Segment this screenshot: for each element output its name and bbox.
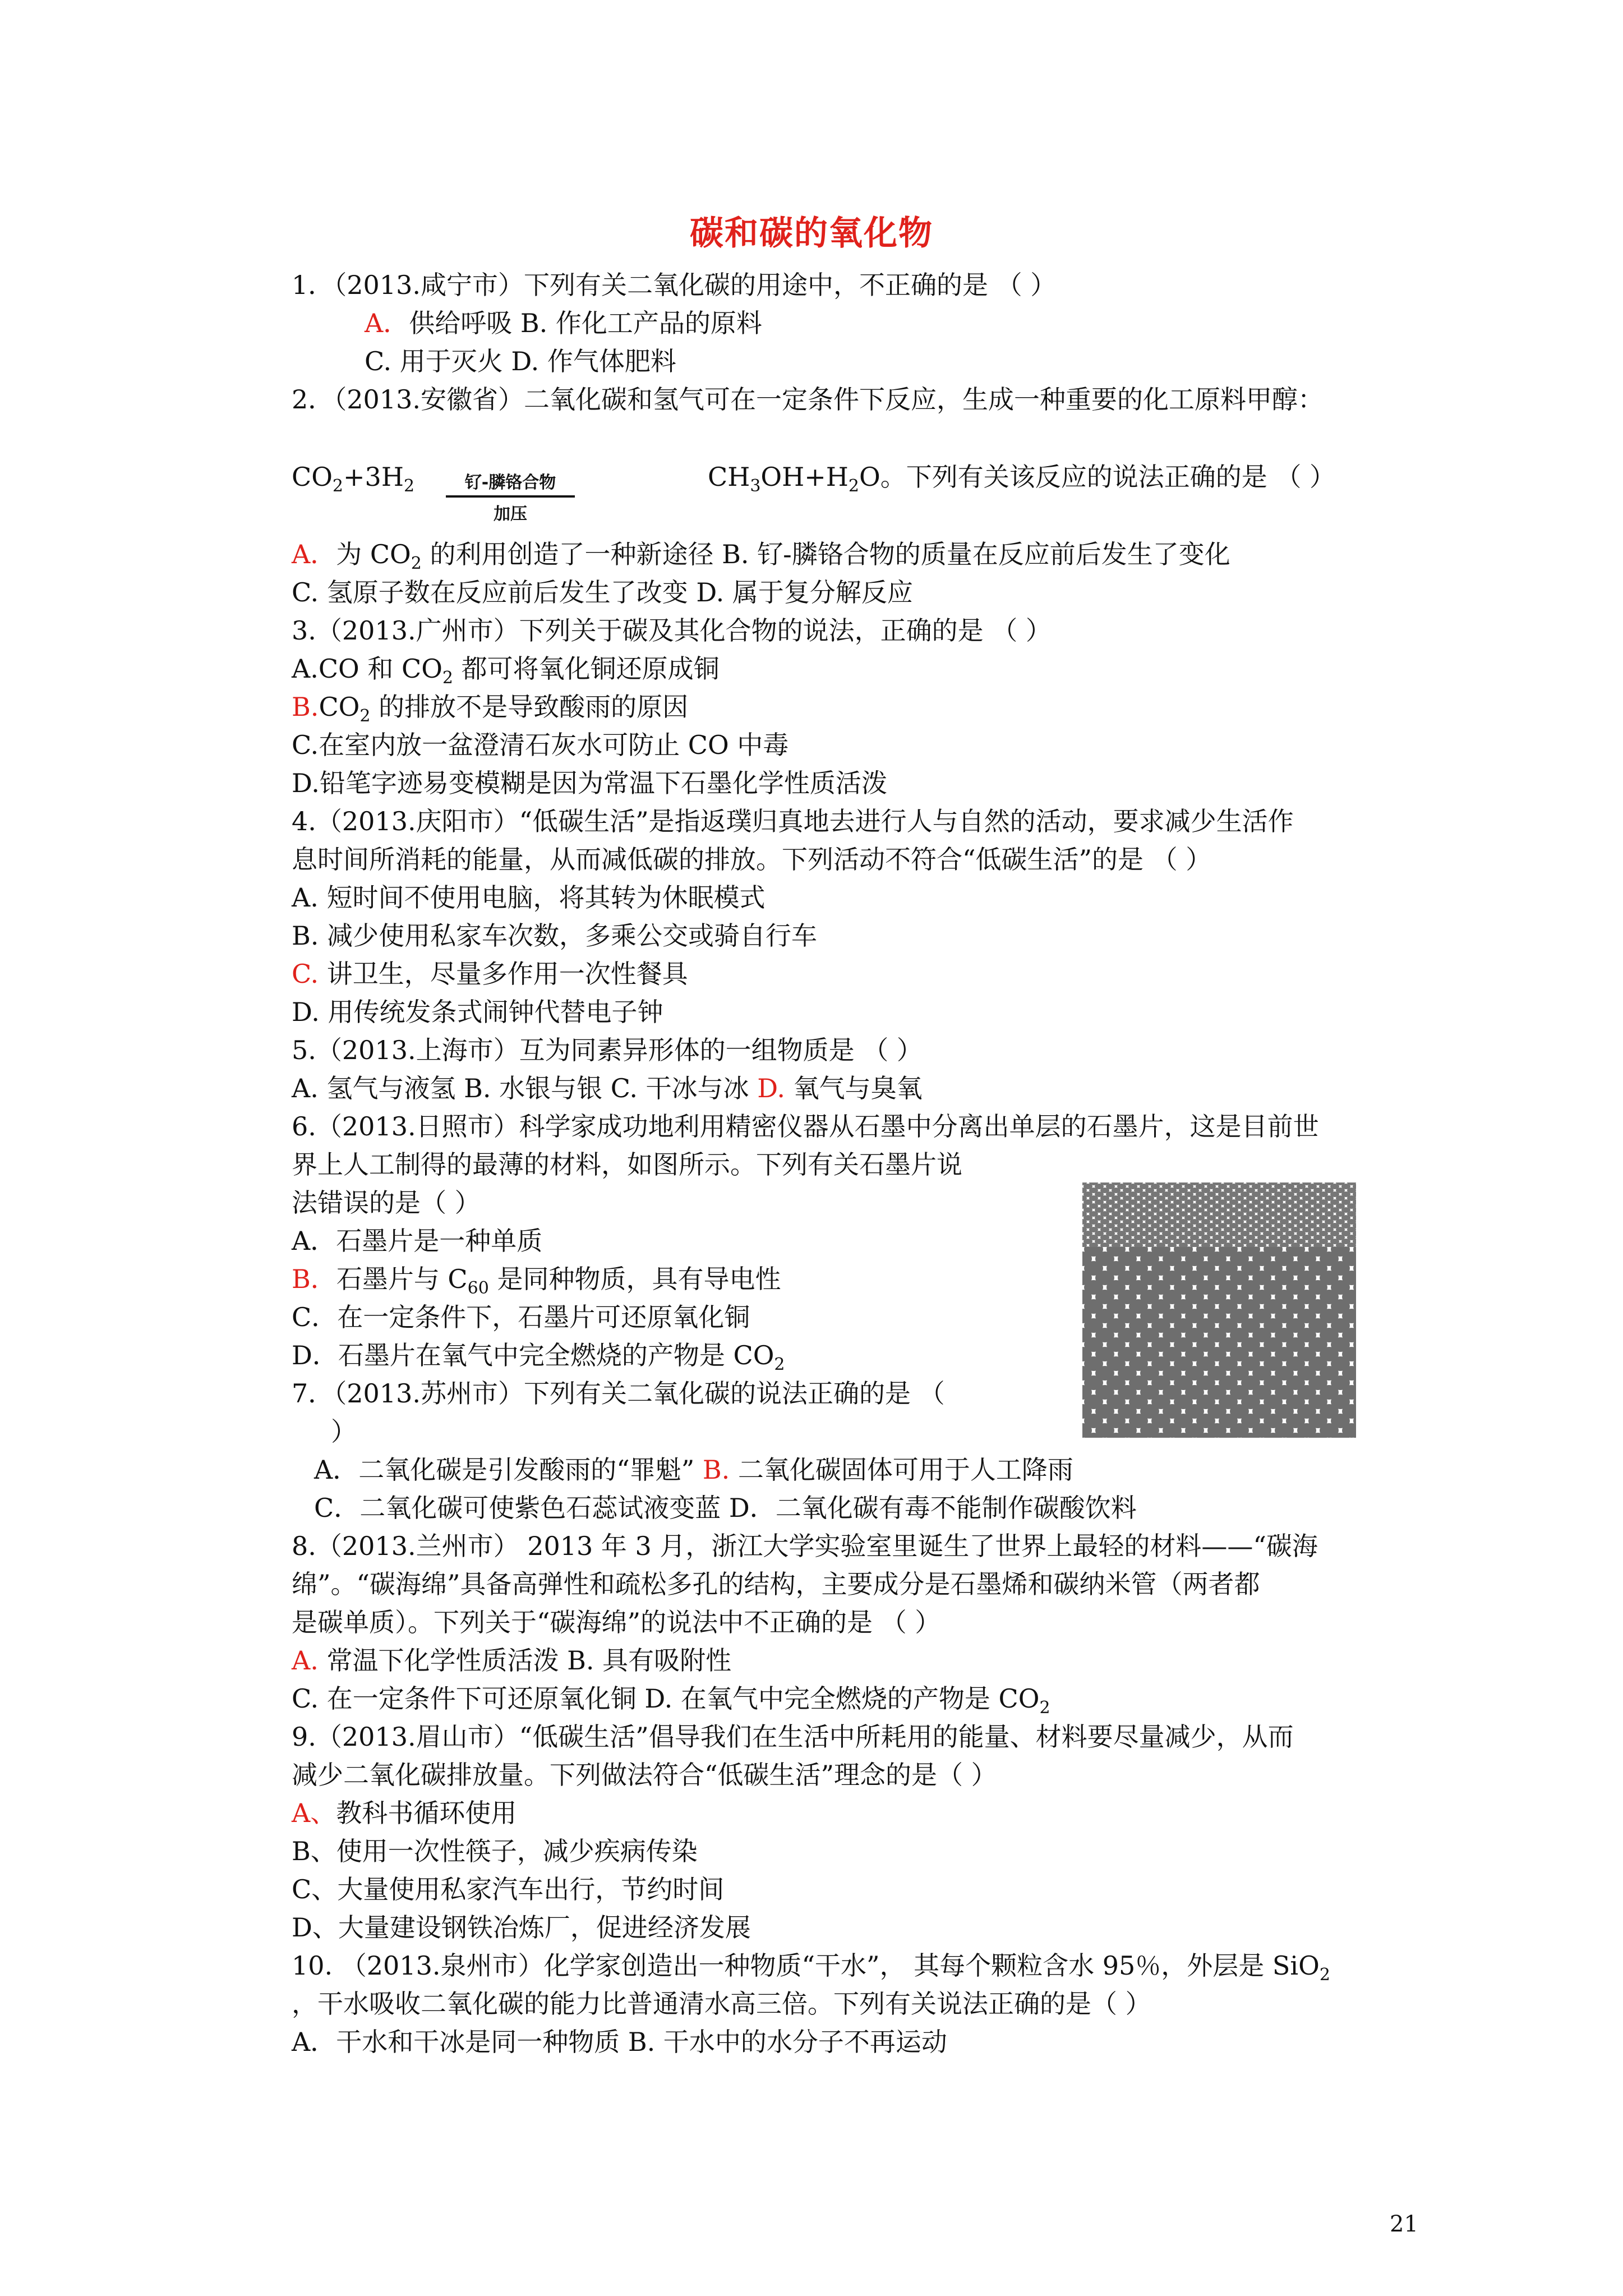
text-segment: A. 短时间不使用电脑，将其转为休眠模式: [292, 882, 766, 913]
text-segment: D．石墨片在氧气中完全燃烧的产物是 CO: [292, 1340, 774, 1370]
text-segment: 的排放不是导致酸雨的原因: [370, 692, 689, 722]
text-segment: 3.（2013.广州市）下列关于碳及其化合物的说法，正确的是 （ ）: [292, 615, 1052, 646]
text-segment: 供给呼吸 B. 作化工产品的原料: [409, 308, 762, 338]
answer-marker: A．: [365, 308, 409, 338]
text-line: [292, 1110, 1319, 1143]
text-line: [292, 995, 663, 1029]
answer-marker: A．: [292, 539, 336, 569]
text-segment: C. 在一定条件下可还原氧化铜 D. 在氧气中完全燃烧的产物是 CO: [292, 1683, 1040, 1714]
text-line: [292, 728, 789, 762]
text-segment: 7．（2013.苏州市）下列有关二氧化碳的说法正确的是 （: [292, 1378, 945, 1409]
text-line: [292, 843, 1211, 876]
text-line: [292, 919, 817, 953]
page-title: 碳和碳的氧化物: [690, 214, 933, 253]
text-line: [292, 652, 720, 695]
text-line: [292, 1605, 940, 1639]
text-line: [292, 1911, 751, 1944]
text-segment: 2: [1039, 1698, 1050, 1718]
answer-marker: D.: [757, 1073, 786, 1103]
text-segment: C．在一定条件下，石墨片可还原氧化铜: [292, 1302, 750, 1332]
text-segment: 8.（2013.兰州市） 2013 年 3 月，浙江大学实验室里诞生了世界上最轻的材料——“碳海: [292, 1531, 1318, 1561]
text-line: [292, 460, 414, 503]
text-segment: 的利用创造了一种新途径 B. 钌-膦铬合物的质量在反应前后发生了变化: [421, 539, 1230, 569]
text-line: [314, 1453, 1073, 1487]
text-line: [292, 1567, 1260, 1601]
text-line: [292, 1758, 997, 1792]
text-segment: A．二氧化碳是引发酸雨的“罪魁”: [314, 1455, 703, 1485]
text-segment: 2: [1319, 1965, 1330, 1985]
text-segment: 2: [359, 706, 371, 726]
text-line: [292, 804, 1294, 838]
text-line: [292, 1987, 1151, 2021]
text-line: [292, 1682, 1050, 1725]
text-line: [292, 537, 1230, 581]
text-segment: C. 氢原子数在反应前后发生了改变 D. 属于复分解反应: [292, 577, 913, 608]
text-line: [292, 1872, 724, 1906]
answer-marker: B.: [292, 692, 319, 722]
text-segment: 氧气与臭氧: [785, 1073, 923, 1103]
text-line: [292, 1529, 1318, 1563]
text-segment: 9.（2013.眉山市）“低碳生活”倡导我们在生活中所耗用的能量、材料要尽量减少，从而: [292, 1722, 1294, 1752]
answer-marker: A、: [292, 1798, 336, 1828]
text-segment: O。下列有关该反应的说法正确的是 （ ）: [859, 462, 1335, 492]
text-segment: ）: [331, 1416, 357, 1447]
page-number: 21: [1390, 2211, 1418, 2237]
text-segment: 3: [750, 476, 761, 496]
text-line: [292, 1949, 1330, 1992]
pressure-label: 加压: [494, 504, 527, 524]
text-segment: CO: [319, 692, 360, 722]
text-segment: 2．（2013.安徽省）二氧化碳和氢气可在一定条件下反应，生成一种重要的化工原料甲醇：: [292, 384, 1324, 415]
text-segment: C．二氧化碳可使紫色石蕊试液变蓝 D．二氧化碳有毒不能制作碳酸饮料: [314, 1493, 1137, 1523]
text-segment: 2: [442, 668, 453, 688]
answer-marker: A.: [292, 1645, 319, 1676]
text-segment: 是同种物质，具有导电性: [488, 1264, 781, 1294]
text-segment: 都可将氧化铜还原成铜: [453, 654, 720, 684]
text-segment: 减少二氧化碳排放量。下列做法符合“低碳生活”理念的是（ ）: [292, 1760, 997, 1790]
text-line: [292, 766, 887, 800]
text-segment: OH+H: [760, 462, 849, 492]
text-segment: C. 用于灭火 D. 作气体肥料: [365, 346, 676, 376]
text-line: [292, 1377, 945, 1410]
text-segment: 2: [774, 1355, 785, 1375]
catalyst-label: 钌-膦铬合物: [464, 473, 556, 493]
text-segment: 法错误的是（ ）: [292, 1188, 481, 1218]
text-line: [292, 1186, 481, 1220]
text-line: [292, 690, 688, 733]
answer-marker: C.: [292, 959, 319, 989]
text-line: [292, 1071, 923, 1105]
text-segment: CH: [708, 462, 750, 492]
text-line: [292, 383, 1324, 416]
text-line: [292, 1644, 731, 1677]
text-segment: A.CO 和 CO: [292, 654, 442, 684]
text-segment: B、使用一次性筷子，减少疾病传染: [292, 1836, 698, 1866]
graphene-sheet-image: [1082, 1182, 1356, 1438]
text-line: [331, 1415, 357, 1448]
text-line: [292, 1338, 785, 1382]
text-segment: 教科书循环使用: [336, 1798, 517, 1828]
text-segment: 界上人工制得的最薄的材料，如图所示。下列有关石墨片说: [292, 1149, 962, 1180]
text-line: [365, 306, 762, 340]
text-line: [292, 1720, 1294, 1754]
text-segment: 2: [411, 554, 422, 574]
text-line: [292, 1262, 781, 1305]
text-segment: 息时间所消耗的能量，从而减低碳的排放。下列活动不符合“低碳生活”的是 （ ）: [292, 844, 1212, 875]
text-segment: 6.（2013.日照市）科学家成功地利用精密仪器从石墨中分离出单层的石墨片，这是目前世: [292, 1111, 1319, 1142]
text-segment: 常温下化学性质活泼 B. 具有吸附性: [318, 1645, 732, 1676]
text-segment: 10. （2013.泉州市）化学家创造出一种物质“干水”， 其每个颗粒含水 95％，外层是 SiO: [292, 1950, 1320, 1981]
text-line: [292, 1033, 923, 1067]
text-line: [292, 1148, 962, 1181]
text-segment: 4.（2013.庆阳市）“低碳生活”是指返璞归真地去进行人与自然的活动，要求减少生活作: [292, 806, 1294, 836]
text-line: [292, 2025, 947, 2059]
text-segment: 讲卫生，尽量多作用一次性餐具: [319, 959, 688, 989]
text-line: [292, 1834, 698, 1868]
text-segment: 2: [403, 476, 415, 496]
text-segment: 绵”。“碳海绵”具备高弹性和疏松多孔的结构，主要成分是石墨烯和碳纳米管（两者都: [292, 1569, 1260, 1599]
text-segment: C.在室内放一盆澄清石灰水可防止 CO 中毒: [292, 730, 789, 760]
text-segment: 为 CO: [336, 539, 411, 569]
text-segment: CO: [292, 462, 333, 492]
text-line: [365, 344, 676, 378]
text-segment: 是碳单质）。下列关于“碳海绵”的说法中不正确的是 （ ）: [292, 1607, 941, 1637]
text-segment: 二氧化碳固体可用于人工降雨: [730, 1455, 1073, 1485]
text-line: [292, 268, 1056, 302]
text-segment: A. 氢气与液氢 B. 水银与银 C. 干冰与冰: [292, 1073, 758, 1103]
text-segment: 石墨片与 C: [336, 1264, 468, 1294]
text-segment: +3H: [343, 462, 404, 492]
text-segment: C、大量使用私家汽车出行，节约时间: [292, 1874, 725, 1904]
text-segment: D、大量建设钢铁冶炼厂，促进经济发展: [292, 1912, 751, 1943]
text-line: [292, 1300, 750, 1334]
text-line: [708, 460, 1335, 503]
text-segment: A．干水和干冰是同一种物质 B. 干水中的水分子不再运动: [292, 2027, 947, 2057]
text-segment: 2: [848, 476, 859, 496]
text-segment: 1．（2013.咸宁市）下列有关二氧化碳的用途中，不正确的是 （ ）: [292, 270, 1057, 300]
text-line: [292, 1224, 542, 1258]
text-segment: A．石墨片是一种单质: [292, 1226, 543, 1256]
text-segment: D.铅笔字迹易变模糊是因为常温下石墨化学性质活泼: [292, 768, 887, 798]
answer-marker: B.: [702, 1455, 730, 1485]
text-line: [292, 881, 765, 914]
text-segment: 60: [467, 1278, 489, 1299]
text-segment: D. 用传统发条式闹钟代替电子钟: [292, 997, 663, 1027]
text-segment: 5.（2013.上海市）互为同素异形体的一组物质是 （ ）: [292, 1035, 923, 1065]
text-segment: ，干水吸收二氧化碳的能力比普通清水高三倍。下列有关说法正确的是（ ）: [292, 1989, 1151, 2019]
text-line: [292, 957, 688, 991]
text-line: [292, 614, 1052, 647]
text-line: [314, 1491, 1137, 1525]
text-line: [292, 576, 913, 609]
answer-marker: B．: [292, 1264, 336, 1294]
text-segment: 2: [332, 476, 344, 496]
reaction-condition: [446, 468, 575, 530]
text-segment: B. 减少使用私家车次数，多乘公交或骑自行车: [292, 921, 818, 951]
text-line: [292, 1796, 517, 1830]
reaction-arrow-bar: [446, 495, 575, 498]
